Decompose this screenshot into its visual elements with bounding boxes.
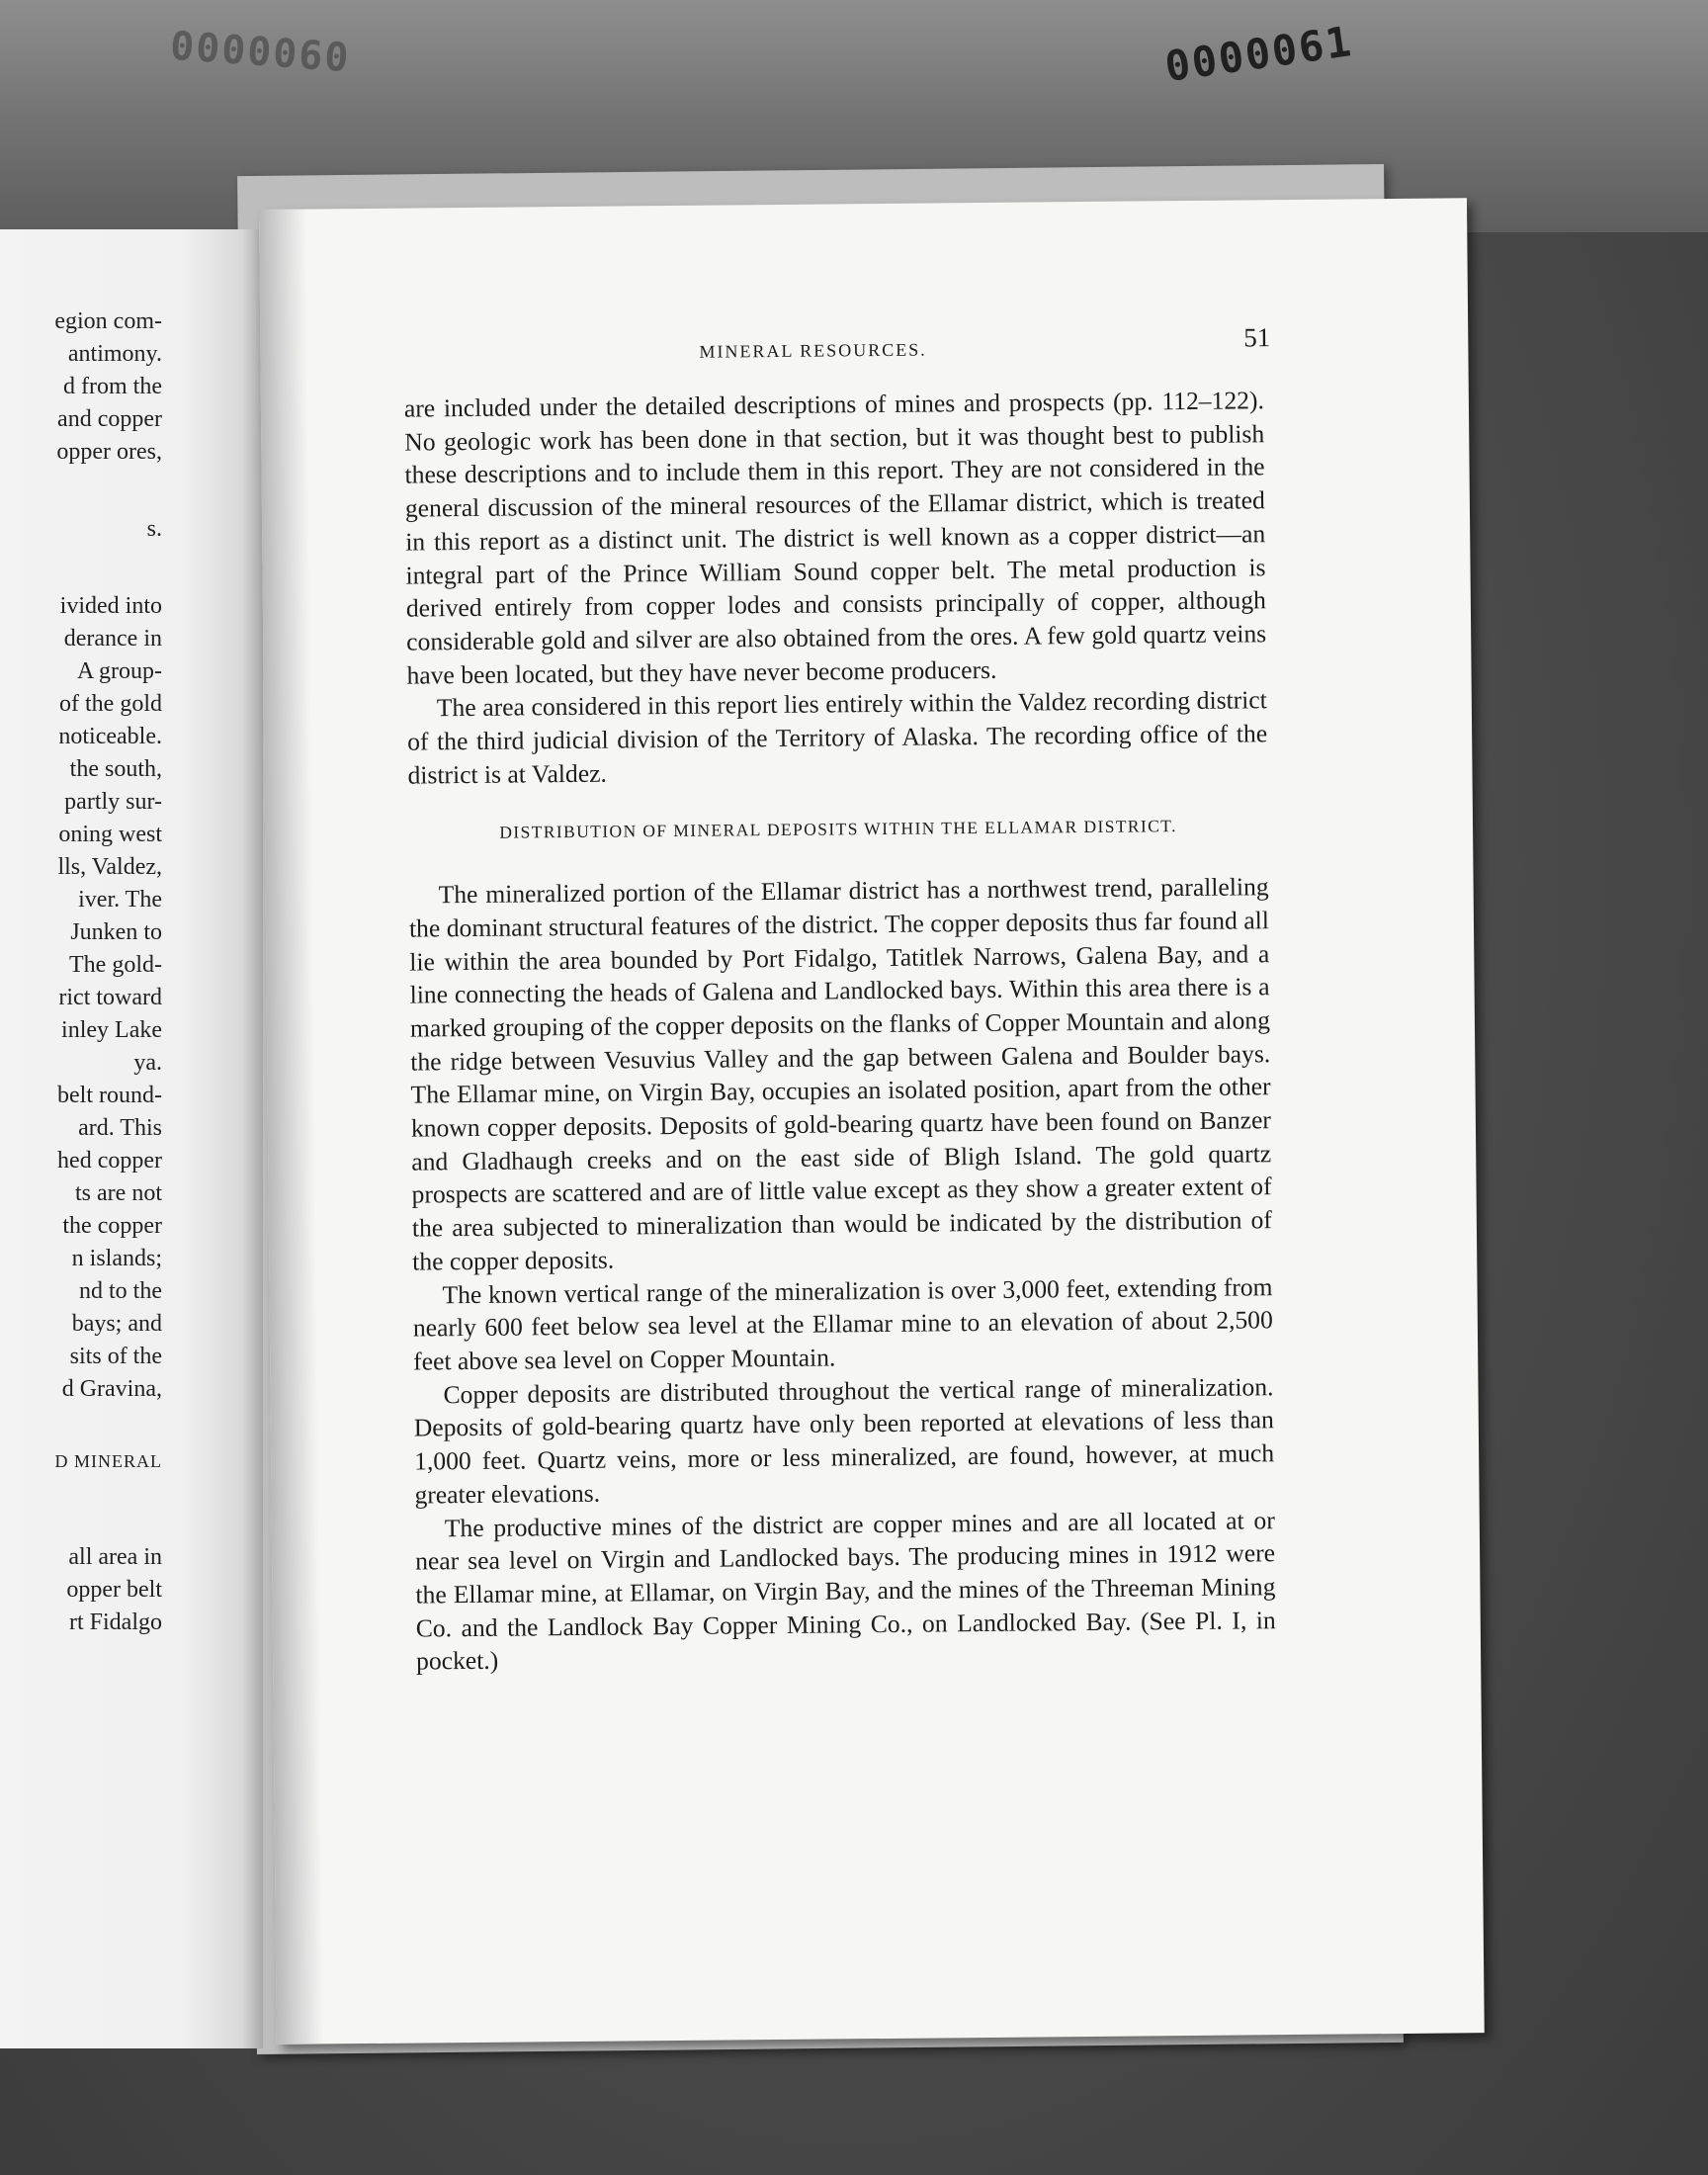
left-page-line: belt round-: [57, 1083, 162, 1108]
left-page-line: The gold-: [69, 952, 162, 978]
left-page-line: all area in: [68, 1544, 162, 1570]
left-page-line: bays; and: [71, 1311, 162, 1337]
left-page-line: partly sur-: [64, 789, 162, 815]
left-page-line: rict toward: [58, 985, 162, 1010]
left-page-line: of the gold: [59, 691, 162, 717]
left-page-line: inley Lake: [61, 1017, 162, 1043]
left-page-line: d Gravina,: [61, 1376, 162, 1402]
main-page: [259, 198, 1485, 2044]
left-page-line: rt Fidalgo: [69, 1610, 162, 1635]
paragraph: The known vertical range of the mineralization is over 3,000 feet, extending from nearly 600 feet below sea level at the Ellamar mine to an elevation of about 2,500 feet above sea level on Copper Mountain.: [412, 1271, 1273, 1376]
section-heading: DISTRIBUTION OF MINERAL DEPOSITS WITHIN THE ELLAMAR DISTRICT.: [499, 816, 1177, 843]
paragraph: The mineralized portion of the Ellamar district has a northwest trend, paralleling the dominant structural features of the district. The copper deposits thus far found all lie within the area bounded by Port Fidalgo, Tatitlek Narrows, Galena Bay, and a line connecting the heads of Galena and Landlocked bays. Within this area there is a marked grouping of the copper deposits on the flanks of Copper Mountain and along the ridge between Vesuvius Valley and the gap between Galena and Boulder bays. The Ellamar mine, on Virgin Bay, occupies an isolated position, apart from the other known copper deposits. Deposits of gold-bearing quartz have been found on Banzer and Gladhaugh creeks and on the east side of Bligh Island. The gold quartz prospects are scattered and are of little value except as they show a greater extent of the area subjected to mineralization than would be indicated by the distribution of the copper deposits.: [408, 872, 1272, 1276]
left-page-line: ivided into: [59, 593, 162, 619]
paragraph: The productive mines of the district are copper mines and are all located at or near sea level on Virgin and Landlocked bays. The producing mines in 1912 were the Ellamar mine, at Ellamar, on Virgin Bay, and the mines of the Threeman Mining Co. and the Landlock Bay Copper Mining Co., on Landlocked Bay. (See Pl. I, in pocket.): [414, 1505, 1276, 1676]
left-page-line: d from the: [63, 374, 162, 399]
left-page-line: opper ores,: [56, 439, 162, 465]
faint-page-stamp: 0000060: [168, 23, 352, 82]
left-page-line: the south,: [69, 756, 162, 782]
left-page-line: oning west: [58, 822, 162, 847]
left-page-line: antimony.: [67, 341, 162, 367]
left-page-line: egion com-: [54, 308, 162, 334]
running-head: MINERAL RESOURCES.: [699, 339, 927, 362]
paragraph: The area considered in this report lies entirely within the Valdez recording district of the third judicial division of the Territory of Alaska. The recording office of the district is at Valdez.: [407, 685, 1268, 790]
left-page-line: the copper: [62, 1213, 162, 1239]
body-text: [404, 384, 1276, 1678]
left-page-line: noticeable.: [58, 724, 162, 749]
left-page-line: and copper: [57, 406, 162, 432]
left-page-line: ya.: [133, 1050, 162, 1076]
left-page-line: derance in: [63, 626, 162, 652]
left-page-line: ts are not: [75, 1180, 162, 1206]
left-page-line: D MINERAL: [54, 1451, 162, 1471]
left-page-line: nd to the: [79, 1278, 162, 1304]
page-number: 51: [1243, 322, 1271, 353]
left-page-line: lls, Valdez,: [57, 854, 162, 880]
paragraph: are included under the detailed descriptions of mines and prospects (pp. 112–122). No geologic work has been done in that section, but it was thought best to publish these descriptions and to include them in this report. They are not considered in the general discussion of the mineral resources of the Ellamar district, which is treated in this report as a distinct unit. The district is well known as a copper district—an integral part of the Prince William Sound copper belt. The metal production is derived entirely from copper lodes and consists principally of copper, although considerable gold and silver are also obtained from the ores. A few gold quartz veins have been located, but they have never become producers.: [403, 386, 1267, 690]
left-page-line: sits of the: [69, 1344, 162, 1369]
left-facing-page: [0, 229, 263, 2048]
paragraph: Copper deposits are distributed throughout the vertical range of mineralization. Deposits of gold-bearing quartz have only been reported at elevations of less than 1,000 feet. Quartz veins, more or less mineralized, are found, however, at much greater elevations.: [413, 1371, 1275, 1510]
left-page-line: s.: [146, 516, 162, 542]
left-page-line: ard. This: [78, 1115, 162, 1141]
left-page-line: iver. The: [78, 887, 162, 913]
left-page-line: n islands;: [71, 1246, 162, 1271]
page-stamp-number: 0000061: [1161, 16, 1356, 92]
left-page-line: hed copper: [57, 1148, 162, 1174]
left-page-line: opper belt: [66, 1577, 162, 1603]
left-page-line: A group-: [77, 658, 162, 684]
left-page-line: Junken to: [70, 919, 162, 945]
